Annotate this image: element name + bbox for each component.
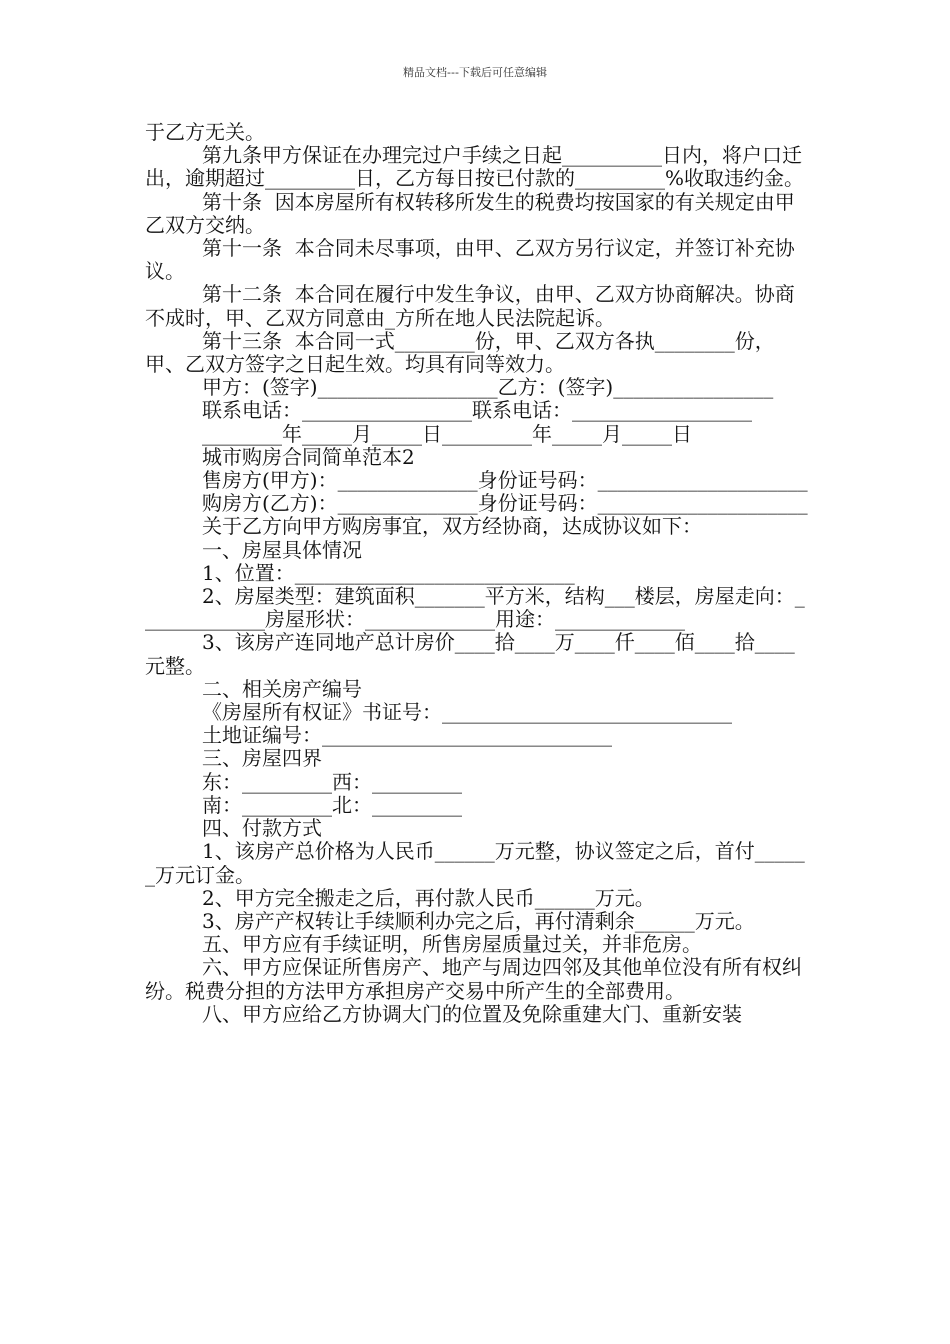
paragraph: 购房方(乙方)：______________身份证号码：_____________________ [202, 491, 808, 516]
paragraph: 于乙方无关。 [145, 120, 265, 144]
paragraph: ________年_____月_____日_________年_____月_____日 [202, 421, 692, 446]
paragraph: 甲方：(签字)__________________乙方：(签字)________________ [202, 375, 774, 400]
paragraph: 第十条 因本房屋所有权转移所发生的税费均按国家的有关规定由甲乙双方交纳。 [145, 189, 795, 237]
paragraph: 2、房屋类型：建筑面积_______平方米，结构___楼层，房屋走向：_____________房屋形状：_____________用途：_____________ [145, 584, 805, 632]
paragraph: 三、房屋四界 [202, 746, 322, 771]
paragraph: 一、房屋具体情况 [202, 537, 362, 562]
paragraph: 售房方(甲方)：______________身份证号码：_____________________ [202, 468, 808, 493]
paragraph: 六、甲方应保证所售房产、地产与周边四邻及其他单位没有所有权纠纷。税费分担的方法甲方承担房产交易中所产生的全部费用。 [145, 955, 802, 1003]
paragraph: 城市购房合同简单范本2 [202, 444, 415, 469]
paragraph: 《房屋所有权证》书证号：_____________________________ [202, 700, 732, 725]
paragraph: 联系电话：_________________联系电话：__________________ [202, 398, 752, 423]
paragraph: 五、甲方应有手续证明，所售房屋质量过关，并非危房。 [202, 932, 702, 957]
paragraph: 3、该房产连同地产总计房价____拾____万____仟____佰____拾____元整。 [145, 630, 795, 678]
paragraph: 土地证编号：_____________________________ [202, 723, 612, 748]
paragraph: 关于乙方向甲方购房事宜，双方经协商，达成协议如下： [202, 514, 702, 539]
paragraph: 第十一条 本合同未尽事项，由甲、乙双方另行议定，并签订补充协议。 [145, 236, 795, 284]
paragraph: 东：_________西：_________ [202, 769, 462, 794]
paragraph: 2、甲方完全搬走之后，再付款人民币______万元。 [202, 885, 655, 910]
paragraph: 八、甲方应给乙方协调大门的位置及免除重建大门、重新安装 [202, 1001, 742, 1026]
paragraph: 第九条甲方保证在办理完过户手续之日起__________日内，将户口迁出，逾期超过_________日，乙方每日按已付款的_________%收取违约金。 [145, 143, 805, 191]
paragraph: 四、付款方式 [202, 816, 322, 841]
paragraph: 1、位置：____________________________ [202, 560, 575, 585]
paragraph: 第十三条 本合同一式________份，甲、乙双方各执________份，甲、乙双方签字之日起生效。均具有同等效力。 [145, 328, 775, 377]
paragraph: 二、相关房产编号 [202, 676, 362, 701]
paragraph: 南：_________北：_________ [202, 792, 462, 817]
page-header: 精品文档---下载后可任意编辑 [403, 66, 547, 79]
document-body [145, 121, 810, 1026]
paragraph: 第十二条 本合同在履行中发生争议，由甲、乙双方协商解决。协商不成时，甲、乙双方同意由_方所在地人民法院起诉。 [145, 282, 795, 330]
paragraph: 1、该房产总价格为人民币______万元整，协议签定之后，首付______万元订金。 [145, 839, 805, 887]
paragraph: 3、房产产权转让手续顺利办完之后，再付清剩余______万元。 [202, 908, 755, 933]
